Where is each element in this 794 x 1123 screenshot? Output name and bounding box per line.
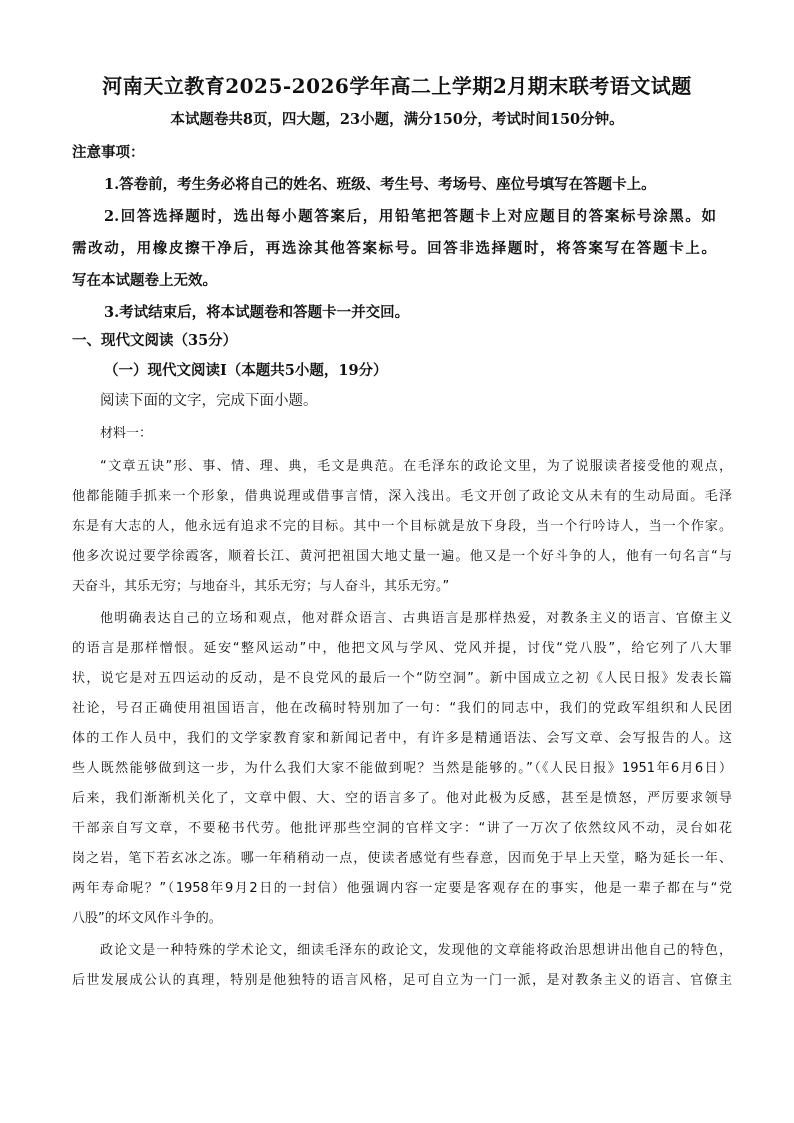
article-line: 天奋斗，其乐无穷；与地奋斗，其乐无穷；与人奋斗，其乐无穷。” [72, 579, 450, 594]
notice-heading: 注意事项： [72, 144, 145, 161]
article-line: 体的工作人员中，我们的文学家教育家和新闻记者中，有许多是精通语法、会写文章、会写报告的人。这 [72, 731, 732, 746]
article-line: 些人既然能够做到这一步，为什么我们大家不能做到呢？当然是能够的。”（《人民日报》1951年6月6日） [72, 761, 732, 776]
notice-item-1: 1.答卷前，考生务必将自己的姓名、班级、考生号、考场号、座位号填写在答题卡上。 [104, 176, 656, 193]
notice-item-2-line-3: 写在本试题卷上无效。 [72, 272, 217, 289]
exam-subtitle: 本试题卷共8页，四大题，23小题，满分150分，考试时间150分钟。 [170, 111, 624, 128]
article-line: 状，说它是对五四运动的反动，是不良党风的最后一个“防空洞”。新中国成立之初《人民日报》发表长篇 [72, 671, 732, 686]
article-line: 岗之岩，笔下若玄冰之冻。哪一年稍稍动一点，使读者感觉有些春意，因而免于早上天堂，略为延长一年、 [72, 851, 732, 866]
subsection-heading: （一）现代文阅读Ⅰ（本题共5小题，19分） [104, 362, 388, 379]
article-line: 后来，我们渐渐机关化了，文章中假、大、空的语言多了。他对此极为反感，甚至是愤怒，严厉要求领导 [72, 791, 732, 806]
notice-item-2-line-1: 2.回答选择题时，选出每小题答案后，用铅笔把答题卡上对应题目的答案标号涂黑。如 [104, 208, 716, 225]
article-line: 社论，号召正确使用祖国语言，他在改稿时特别加了一句：“我们的同志中，我们的党政军组织和人民团 [72, 701, 732, 716]
article-line: 的语言是那样憎恨。延安“整风运动”中，他把文风与学风、党风并提，讨伐“党八股”，给它列了八大罪 [72, 641, 732, 656]
article-line: 政论文是一种特殊的学术论文，细读毛泽东的政论文，发现他的文章能将政治思想讲出他自己的特色， [100, 943, 732, 958]
article-line: 他多次说过要学徐霞客，顺着长江、黄河把祖国大地丈量一遍。他又是一个好斗争的人，他有一句名言“与 [72, 549, 732, 564]
article-line: 八股”的坏文风作斗争的。 [72, 911, 222, 926]
reading-instruction: 阅读下面的文字，完成下面小题。 [100, 393, 318, 409]
exam-title: 河南天立教育2025-2026学年高二上学期2月期末联考语文试题 [102, 74, 692, 98]
article-line: “文章五诀”形、事、情、理、典，毛文是典范。在毛泽东的政论文里，为了说服读者接受他的观点， [100, 459, 732, 474]
notice-item-2-line-2: 需改动，用橡皮擦干净后，再选涂其他答案标号。回答非选择题时，将答案写在答题卡上。 [72, 240, 716, 257]
section-heading: 一、现代文阅读（35分） [72, 332, 238, 349]
article-line: 干部亲自写文章，不要秘书代劳。他批评那些空洞的官样文字：“讲了一万次了依然纹风不动，灵台如花 [72, 821, 732, 836]
notice-item-3: 3.考试结束后，将本试题卷和答题卡一并交回。 [104, 304, 410, 321]
article-line: 东是有大志的人，他永远有追求不完的目标。其中一个目标就是放下身段，当一个行吟诗人，当一个作家。 [72, 519, 732, 534]
article-line: 后世发展成公认的真理，特别是他独特的语言风格，足可自立为一门一派，是对教条主义的语言、官僚主 [72, 973, 732, 988]
article-line: 两年寿命呢？”（1958年9月2日的一封信）他强调内容一定要是客观存在的事实，他是一辈子都在与“党 [72, 881, 732, 896]
article-line: 他明确表达自己的立场和观点，他对群众语言、古典语言是那样热爱，对教条主义的语言、官僚主义 [100, 611, 732, 626]
material-label: 材料一： [100, 426, 153, 441]
article-line: 他都能随手抓来一个形象，借典说理或借事言情，深入浅出。毛文开创了政论文从未有的生动局面。毛泽 [72, 489, 732, 504]
